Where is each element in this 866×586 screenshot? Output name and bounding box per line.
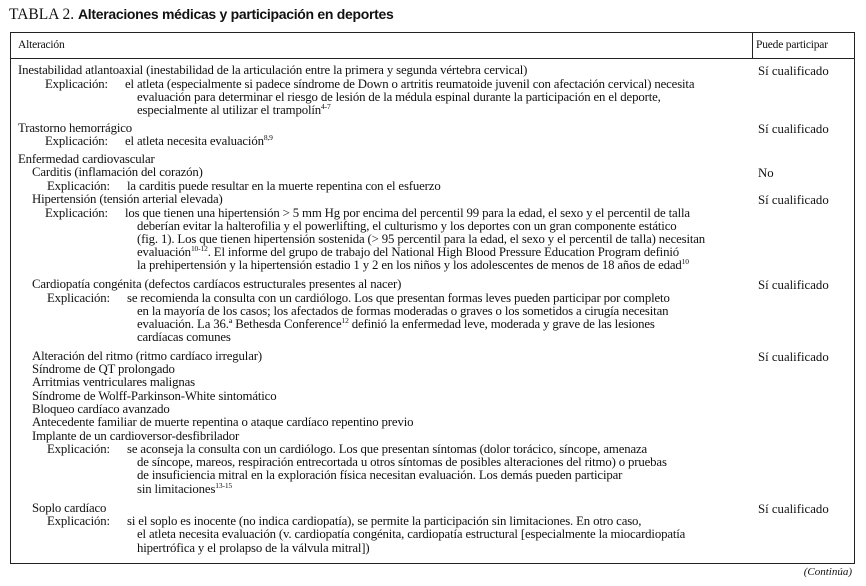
participation-value: No — [758, 166, 774, 180]
explanation-label: Explicación: — [45, 134, 108, 148]
explanation-line: en la mayoría de los casos; los afectados de formas moderadas o graves o los sometidos a cirugía necesitan — [137, 304, 669, 318]
explanation-line: (fig. 1). Los que tienen hipertensión sostenida (> 95 percentil para la edad, el sexo y el percentil de talla) necesitan — [137, 232, 706, 246]
participation-value: Sí cualificado — [758, 350, 829, 364]
explanation-text: el atleta necesita evaluación — [125, 134, 264, 148]
explanation-text: sin limitaciones — [137, 482, 216, 496]
condition-name: Bloqueo cardíaco avanzado — [32, 402, 170, 416]
condition-name: Implante de un cardioversor-desfibrilador — [32, 429, 240, 443]
table-caption: Alteraciones médicas y participación en deportes — [77, 6, 394, 22]
reference-sup: 8,9 — [263, 133, 273, 142]
explanation-label: Explicación: — [45, 206, 108, 220]
table-title — [9, 6, 393, 24]
explanation-line: el atleta necesita evaluación (v. cardiopatía congénita, cardiopatía estructural [especialmente la miocardiopatía — [137, 527, 686, 541]
explanation-line: deberían evitar la halterofilia y el powerlifting, el culturismo y los deportes con un gran componente estático — [137, 219, 677, 233]
explanation-line: hipertrófica y el prolapso de la válvula mitral]) — [137, 541, 370, 555]
explanation-label: Explicación: — [47, 291, 110, 305]
explanation-text: evaluación. La 36.ª Bethesda Conference — [137, 317, 342, 331]
explanation-line: de síncope, mareos, respiración entrecortada u otros síntomas de posibles alteraciones del ritmo) o pruebas — [137, 455, 667, 469]
condition-name: Inestabilidad atlantoaxial (inestabilidad de la articulación entre la primera y segunda vértebra cervical) — [18, 63, 528, 77]
column-header-condition: Alteración — [18, 39, 65, 51]
explanation-line — [137, 104, 331, 117]
condition-name: Síndrome de Wolff-Parkinson-White sintomático — [32, 389, 277, 403]
condition-name: Antecedente familiar de muerte repentina o ataque cardíaco repentino previo — [32, 415, 414, 429]
condition-name: Soplo cardíaco — [32, 501, 107, 515]
explanation-text: . El informe del grupo de trabajo del National High Blood Pressure Education Program definió — [207, 245, 679, 259]
explanation-text: se aconseja la consulta con un cardiólogo. Los que presentan síntomas (dolor torácico, síncope, amenaza — [127, 442, 648, 456]
explanation-text: definió la enfermedad leve, moderada y grave de las lesiones — [348, 317, 655, 331]
condition-name: Carditis (inflamación del corazón) — [32, 165, 203, 179]
header-divider — [10, 58, 855, 59]
reference-sup: 10 — [681, 257, 689, 266]
condition-name: Arritmias ventriculares malignas — [32, 375, 195, 389]
explanation-text: los que tienen una hipertensión > 5 mm Hg por encima del percentil 99 para la edad, el sexo y el percentil de talla — [125, 206, 690, 220]
condition-name: Hipertensión (tensión arterial elevada) — [32, 192, 223, 206]
explanation-label: Explicación: — [47, 442, 110, 456]
reference-sup: 12 — [341, 316, 349, 325]
participation-value: Sí cualificado — [758, 278, 829, 292]
reference-sup: 10-12 — [190, 244, 208, 253]
explanation-text: se recomienda la consulta con un cardiólogo. Los que presentan formas leves pueden participar por completo — [127, 291, 670, 305]
condition-name: Trastorno hemorrágico — [18, 121, 133, 135]
explanation-text: especialmente al utilizar el trampolín — [137, 103, 322, 117]
explanation-label: Explicación: — [45, 77, 108, 91]
reference-sup: 13-15 — [215, 481, 233, 490]
explanation-text: la prehipertensión y la hipertensión estadio 1 y 2 en los niños y los adolescentes de menos de 18 años de edad — [137, 258, 682, 272]
column-header-participation: Puede participar — [756, 39, 828, 51]
column-divider — [752, 32, 753, 59]
participation-value: Sí cualificado — [758, 64, 829, 78]
explanation-line: evaluación para determinar el riesgo de lesión de la médula espinal durante la participación en el deporte, — [137, 90, 661, 104]
participation-value: Sí cualificado — [758, 122, 829, 136]
explanation-label: Explicación: — [47, 179, 110, 193]
participation-value: Sí cualificado — [758, 502, 829, 516]
table-number: TABLA 2. — [9, 6, 75, 23]
participation-value: Sí cualificado — [758, 193, 829, 207]
condition-name: Cardiopatía congénita (defectos cardíacos estructurales presentes al nacer) — [32, 277, 402, 291]
category-name: Enfermedad cardiovascular — [18, 152, 155, 166]
explanation-line: cardíacas comunes — [137, 330, 231, 344]
explanation-text: si el soplo es inocente (no indica cardiopatía), se permite la participación sin limitaciones. En otro caso, — [127, 514, 642, 528]
explanation-line — [45, 135, 273, 148]
explanation-label: Explicación: — [47, 514, 110, 528]
explanation-text: evaluación — [137, 245, 191, 259]
explanation-line — [137, 483, 232, 496]
explanation-text: el atleta (especialmente si padece síndrome de Down o artritis reumatoide juvenil con afectación cervical) necesita — [125, 77, 695, 91]
condition-name: Alteración del ritmo (ritmo cardíaco irregular) — [32, 349, 262, 363]
continued-note: (Continúa) — [803, 566, 852, 578]
reference-sup: 4-7 — [321, 102, 331, 111]
explanation-line — [137, 259, 689, 272]
explanation-line: de insuficiencia mitral en la exploración física necesitan evaluación. Los demás pueden participar — [137, 468, 623, 482]
condition-name: Síndrome de QT prolongado — [32, 362, 175, 376]
explanation-text: la carditis puede resultar en la muerte repentina con el esfuerzo — [127, 179, 441, 193]
